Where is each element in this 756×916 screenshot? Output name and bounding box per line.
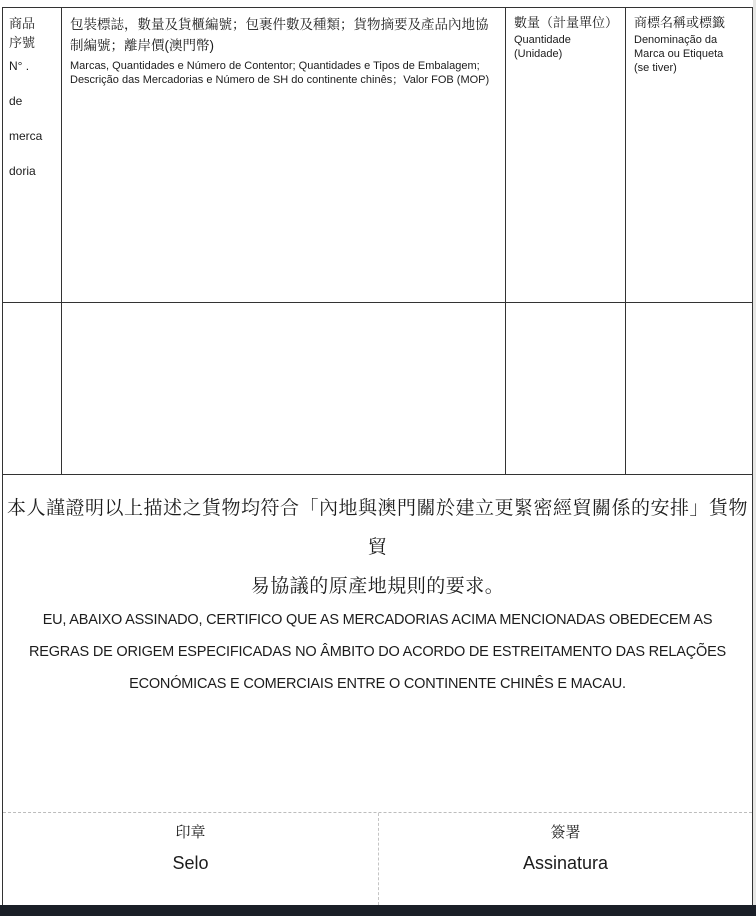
- header-item-number-cell: [3, 8, 62, 303]
- header-item-number-pt-3: merca: [9, 129, 43, 143]
- header-brand-pt-1: Denominação da: [634, 34, 718, 46]
- header-item-number-zh-1: 商品: [9, 16, 36, 31]
- body-description-cell: [62, 303, 506, 475]
- certification-zh-line-1: 本人謹證明以上描述之貨物均符合「內地與澳門關於建立更緊密經貿關係的安排」貨物貿: [6, 498, 748, 558]
- seal-signature-row: [3, 813, 752, 905]
- header-description-zh: 包裝標誌，數量及貨櫃編號；包裹件數及種類；貨物摘要及產品內地協制編號；離岸價(澳門幣): [70, 17, 489, 53]
- signature-label-pt: Assinatura: [522, 853, 609, 873]
- certificate-form-table: [2, 7, 753, 905]
- header-brand-pt-3: (se tiver): [634, 62, 677, 74]
- body-quantity-cell: [506, 303, 626, 475]
- header-description-cell: [62, 8, 506, 303]
- certification-pt-line-2: REGRAS DE ORIGEM ESPECIFICADAS NO ÂMBITO DO ACORDO DE ESTREITAMENTO DAS RELAÇÕES: [28, 644, 727, 660]
- header-brand-pt-2: Marca ou Etiqueta: [634, 48, 724, 60]
- seal-label-zh: 印章: [175, 824, 206, 841]
- header-item-number-pt-2: de: [9, 94, 23, 108]
- seal-label-pt: Selo: [172, 853, 209, 873]
- header-item-number-pt-1: N° .: [9, 59, 30, 73]
- signature-label-zh: 簽署: [550, 824, 581, 841]
- certification-pt-line-3: ECONÓMICAS E COMERCIAIS ENTRE O CONTINENTE CHINÊS E MACAU.: [129, 676, 626, 692]
- certification-pt-line-1: EU, ABAIXO ASSINADO, CERTIFICO QUE AS MERCADORIAS ACIMA MENCIONADAS OBEDECEM AS: [42, 612, 713, 628]
- table-body-row: [3, 303, 752, 475]
- header-item-number-pt-4: doria: [9, 164, 36, 178]
- seal-cell: [3, 813, 379, 905]
- header-item-number-zh-2: 序號: [9, 35, 36, 50]
- header-quantity-cell: [506, 8, 626, 303]
- body-item-number-cell: [3, 303, 62, 475]
- certification-zh-line-2: 易協議的原產地規則的要求。: [250, 576, 505, 597]
- table-header-row: [3, 8, 752, 303]
- header-brand-cell: [626, 8, 752, 303]
- header-quantity-zh: 數量（計量單位）: [514, 15, 619, 30]
- header-description-pt: Marcas, Quantidades e Número de Contentor; Quantidades e Tipos de Embalagem; Descrição das Mercadorias e Número de SH do continente chinês；Valor FOB (MOP): [70, 60, 490, 86]
- certification-statement-section: [3, 475, 752, 813]
- bottom-dark-bar: [0, 905, 756, 916]
- body-brand-cell: [626, 303, 752, 475]
- header-quantity-pt-1: Quantidade: [514, 34, 571, 46]
- signature-cell: [379, 813, 752, 905]
- header-quantity-pt-2: (Unidade): [514, 48, 563, 60]
- header-brand-zh: 商標名稱或標籤: [634, 15, 726, 30]
